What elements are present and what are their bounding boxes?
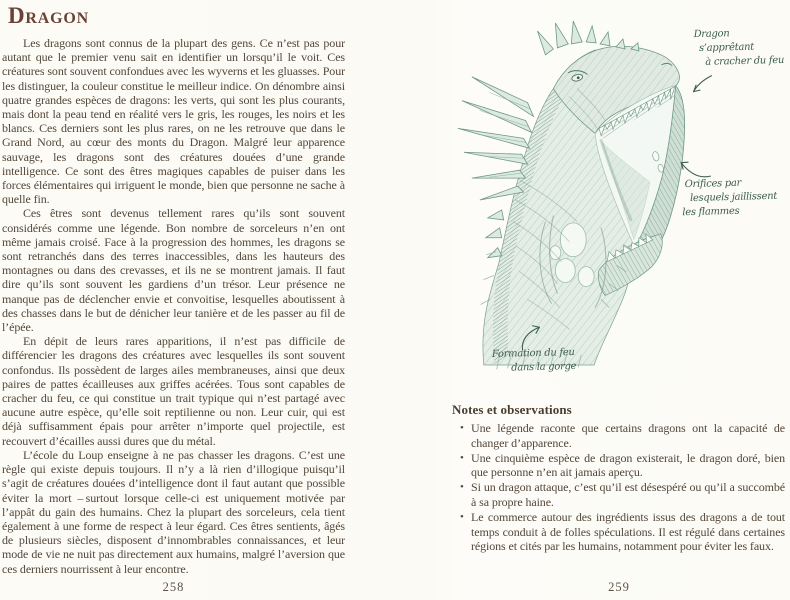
note-item: • Le commerce autour des ingrédients issus des dragons a de tout temps conduit à de folles spéculations. Il est régulé dans certaines régions et cités par les humains, notamment pour éviter les faux. bbox=[452, 510, 785, 554]
annotation-line: dans la gorge bbox=[511, 360, 577, 374]
arrow-orifices-icon bbox=[681, 162, 710, 177]
annotation-line: lesquels jaillissent bbox=[689, 190, 778, 205]
notes-heading: Notes et observations bbox=[452, 402, 572, 417]
annotation-orifices bbox=[681, 176, 777, 220]
annotation-line: les flammes bbox=[682, 205, 740, 219]
page-number-left: 258 bbox=[162, 580, 185, 594]
annotation-line: Orifices par bbox=[684, 177, 742, 191]
dragon-illustration bbox=[450, 0, 788, 400]
body-paragraph: En dépit de leurs rares apparitions, il n’est pas difficile de différencier les dragons des créatures avec lesquelles ils sont souvent confondus. Ils possèdent de larges ailes membraneuses, ainsi que deux paires de pattes écailleuses aux griffes acérées. Tous sont capables de cracher du feu, ce qui constitue un trait typique qui n’est partagé avec aucune autre espèce, qu’elle soit reptilienne ou non. Leur cuir, qui est déjà suffisamment épais pour arrêter n’importe quel projectile, est recouvert d’écailles aussi dures que du métal. bbox=[2, 334, 345, 448]
annotation-line: Formation du feu bbox=[491, 346, 575, 361]
page-number-right: 259 bbox=[608, 580, 630, 594]
note-item: • Une cinquième espèce de dragon existerait, le dragon doré, bien que personne n’en ait jamais aperçu. bbox=[452, 451, 785, 481]
body-paragraph: L’école du Loup enseigne à ne pas chasser les dragons. C’est une règle qui existe depuis toujours. Il n’y a là rien d’illogique puisqu’il s’agit de créatures douées d’intelligence dont il faut autant que possible éviter la mort – surtout lorsque celle-ci est uniquement motivée par l’appât du gain des humains. Chez la plupart des sorceleurs, cela tient également à une forme de respect à leur égard. Ces êtres sentients, âgés de plusieurs siècles, disposent d’innombrables connaissances, et leur mode de vie ne nuit pas directement aux humains, malgré l’aversion que ces derniers nourrissent à leur encontre. bbox=[2, 447, 345, 576]
annotation-line: s’apprêtant bbox=[698, 41, 755, 55]
notes-section bbox=[452, 402, 785, 554]
annotation-throat bbox=[492, 346, 577, 376]
annotation-line: à cracher du feu bbox=[705, 54, 785, 68]
dragon-head-sketch bbox=[458, 21, 685, 369]
body-paragraph: Les dragons sont connus de la plupart des gens. Ce n’est pas pour autant que le premier venu sait en identifier un lorsqu’il le voit. Ces créatures sont souvent confondues avec les wyverns et les gluasses. Pour les distinguer, la couleur constitue le meilleur indice. On dénombre ainsi quatre grandes espèces de dragons: les verts, qui sont les plus courants, mais dont la peau tend en réalité vers le gris, les rouges, les noirs et les blancs. Ces derniers sont les plus rares, on ne les retrouve que dans le Grand Nord, au cœur des monts du Dragon. Malgré leur apparence sauvage, les dragons sont des créatures douées d’une grande intelligence. Ce sont des êtres magiques capables de puiser dans les forces élémentaires qui irriguent le monde, bien que personne ne sache à quelle fin. bbox=[2, 36, 345, 207]
body-paragraph: Ces êtres sont devenus tellement rares qu’ils sont souvent considérés comme une légende. Bon nombre de sorceleurs n’en ont même jamais croisé. Face à la progression des hommes, les dragons se sont retranchés dans des terres inaccessibles, dans les hauteurs des montagnes ou dans des crevasses, et ils ne se montrent jamais. Il faut dire qu’ils sont souvent les gardiens d’un trésor. Leur présence ne manque pas de déclencher envie et convoitise, lesquelles aboutissent à des chasses dans le but de dénicher leur tanière et de les passer au fil de l’épée. bbox=[2, 206, 345, 335]
note-item: • Une légende raconte que certains dragons ont la capacité de changer d’apparence. bbox=[452, 421, 785, 451]
page-right bbox=[450, 0, 788, 600]
note-item: • Si un dragon attaque, c’est qu’il est désespéré ou qu’il a succombé à sa propre haine. bbox=[452, 480, 785, 510]
arrow-breath-icon bbox=[694, 76, 712, 92]
page-left bbox=[2, 4, 345, 576]
notes-list bbox=[452, 421, 785, 554]
chapter-title: Dragon bbox=[8, 3, 89, 28]
annotation-line: Dragon bbox=[693, 28, 730, 41]
annotation-breath bbox=[693, 26, 784, 70]
